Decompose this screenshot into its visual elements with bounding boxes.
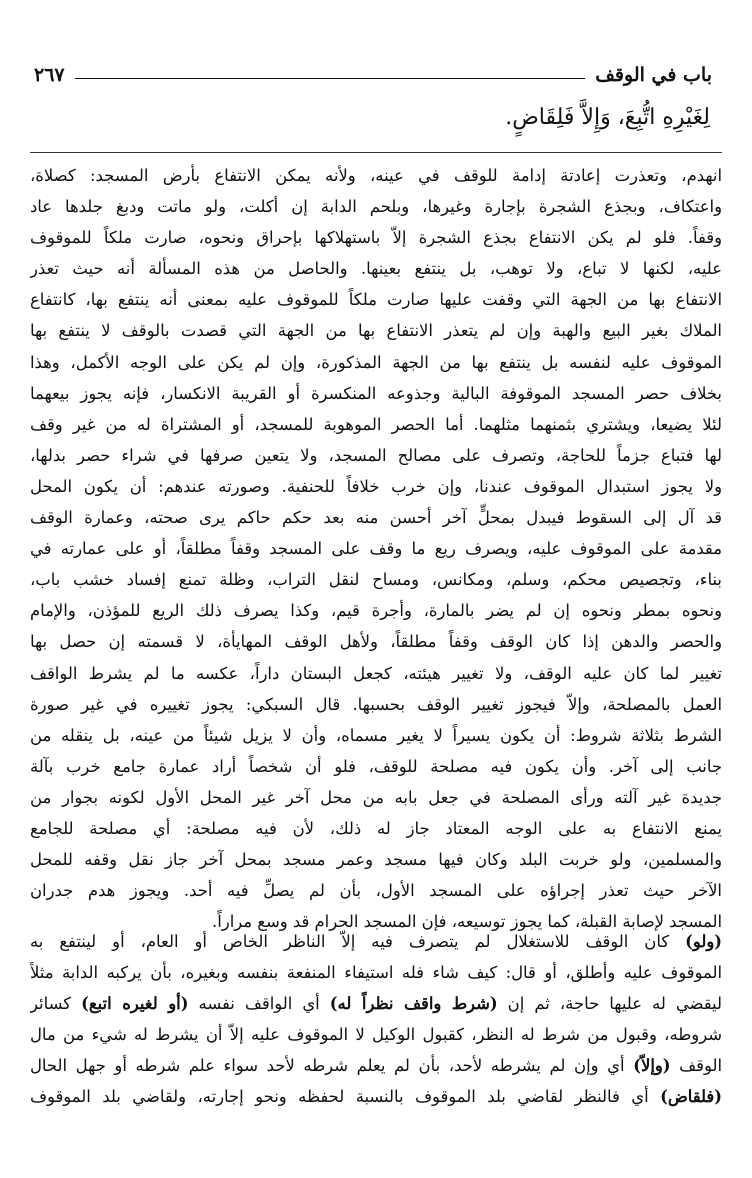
text-line: لها فتباع جزماً للحاجة، وتصرف على مصالح المسجد، ولا يتعين صرفها في شراء حصر بدلها، (30, 445, 722, 465)
text-run: أي الواقف نفسه (188, 994, 330, 1014)
text-line: عليه، لكنها لا تباع، ولا توهب، بل ينتفع بعينها. والحاصل من هذه المسألة أنه حيث تعذر (30, 259, 722, 279)
text-run: الموقوف عليه وأطلق، أو قال: كيف شاء فله استيفاء المنفعة بنفسه وبغيره، بأن يركبه الدابة مثلاً (30, 963, 722, 983)
text-line: بخلاف حصر المسجد الموقوفة البالية وجذوعه المنكسرة أو القريبة الانكسار، فإنه يجوز بيعهما (30, 383, 722, 403)
matn-divider (30, 152, 722, 153)
text-line (30, 1081, 722, 1112)
text-line: الآخر حيث تعذر إجراؤه على المسجد الأول، بأن لم يصلِّ فيه أحد. ويجوز هدم جدران (30, 881, 722, 901)
text-line: جديدة غير آلته ورأى المصلحة في جعل بابه من محل آخر غير المحل الأول لكونه بجوار من (30, 787, 722, 807)
text-run: ليقضي له عليها حاجة، ثم إن (497, 994, 722, 1014)
sharh-paragraph-1 (30, 160, 722, 937)
text-line (30, 926, 722, 957)
text-run: أي فالنظر لقاضي بلد الموقوف بالنسبة لحفظه ونحو إجارته، ولقاضي بلد الموقوف (30, 1087, 661, 1107)
text-line: العمل بالمصلحة، وإلاّ فيجوز تغيير الوقف بحسبها. قال السبكي: يجوز تغييره في غير صورة (30, 694, 722, 714)
text-line (30, 1019, 722, 1050)
text-run: شروطه، وقبول من شرط له النظر، كقبول الوكيل لا الموقوف عليه إلاّ أن يشرط له شيء من مال (30, 1025, 722, 1045)
text-line: الملاك بغير البيع والهبة وإن لم يتعذر الانتفاع بها من الجهة التي قصدت بالوقف لا ينتفع بها (30, 321, 722, 341)
text-run: الوقف (670, 1056, 722, 1076)
text-line: الشرط بثلاثة شروط: أن يكون يسيراً لا يغير مسماه، وأن لا يزيل شيئاً من عينه، بل ينقله من (30, 725, 722, 745)
text-line: واعتكاف، وبجذع الشجرة بإجارة وغيرها، وبلحم الدابة إن أكلت، ولو ماتت ودبغ جلدها عاد (30, 197, 722, 217)
bold-term: (فلقاض) (660, 1087, 722, 1107)
header-rule (75, 78, 586, 79)
text-line (30, 957, 722, 988)
page-header (34, 56, 712, 86)
text-line: ولا يجوز استبدال الموقوف عندنا، وإن خرب خلافاً للحنفية. وصورته عندهم: أن يكون المحل (30, 476, 722, 496)
text-line: المسجد لإصابة القبلة، كما يجوز توسيعه، فإن المسجد الحرام قد وسع مراراً. (212, 912, 722, 932)
running-title: باب في الوقف (595, 64, 712, 86)
text-line (30, 988, 722, 1019)
text-line: الموقوف عليه لنفسه بل ينتفع بها من الجهة المذكورة، وإن لم يكن على الوجه الأكمل، وهذا (30, 352, 722, 372)
text-line: لئلا يضيعا، ويشتري بثمنهما مثلهما. أما الحصر الموهوبة للمسجد، أو المشتراة له من غير وقف (30, 414, 722, 434)
text-line: ونحوه بمطر ونحوه إن لم يضر بالمارة، وأجرة قيم، وكذا يصرف ذلك الريع للمؤذن، والإمام (30, 601, 722, 621)
text-run: كسائر (30, 994, 82, 1014)
text-line: انهدم، وتعذرت إعادتة إدامة للوقف في عينه، ولأنه يمكن الانتفاع بأرض المسجد: كصلاة، (30, 166, 722, 185)
bold-term: (أو لغيره اتبع) (81, 994, 189, 1014)
text-line (30, 1050, 722, 1081)
bold-term: (ولو) (685, 932, 722, 951)
matn-text: لِغَيْرِهِ اتُّبِعَ، وَإِلاَّ فَلِقَاضٍ. (505, 105, 710, 130)
text-line: جانب إلى آخر. وأن يكون فيه مصلحة للوقف، فلو أن شخصاً أراد عمارة جامع خرب بآلة (30, 756, 722, 776)
text-line: مقدمة على الموقوف عليه، ويصرف ريع ما وقف على المسجد وقفاً مطلقاً، أو على عمارته في (30, 539, 722, 559)
page-number: ٢٦٧ (34, 64, 65, 86)
text-run: كان الوقف للاستغلال لم يتصرف فيه إلاّ الناظر الخاص أو العام، أو لينتفع به (30, 932, 686, 951)
text-line: قد آل إلى السقوط فيبدل بمحلٍّ آخر أحسن منه بعد حكم حاكم يرى صحته، وعمارة الوقف (30, 508, 722, 528)
sharh-paragraph-2 (30, 926, 722, 1113)
text-line: وقفاً. فلو لم يكن الانتفاع بجذع الشجرة إلاّ باستهلاكها بإحراق ونحوه، صارت ملكاً للموقوف (30, 228, 722, 248)
text-line: تغيير لما كان عليه الوقف، ولا تغيير هيئته، كجعل البستان داراً، عكسه ما لم يشرط الواقف (30, 663, 722, 683)
text-line: والحصر والدهن إذا كان الوقف وقفاً مطلقاً، ولأهل الوقف المهايأة، لا قسمته إن حصل بها (30, 632, 722, 652)
bold-term: (وإلاّ) (633, 1056, 671, 1076)
text-line: والمسلمين، ولو خربت البلد وكان فيها مسجد وعمر مسجد بمحل آخر جاز نقل وقفه للمحل (30, 850, 722, 870)
text-line: يمنع الانتفاع به على الوجه المعتاد جاز له ذلك، لأن فيه مصلحة: أي مصلحة للجامع (30, 818, 722, 838)
text-run: أي وإن لم يشرطه لأحد، بأن لم يعلم شرطه لأحد سواء علم شرطه أو جهل الحال (30, 1056, 634, 1076)
bold-term: (شرط واقف نظراً له) (329, 994, 498, 1014)
text-line: الانتفاع بها من الجهة التي وقفت عليها صارت ملكاً للموقوف عليه بمعنى أنه ينتفع بها، كانتفاع (30, 290, 722, 310)
text-line: بناء، وتجصيص محكم، وسلم، ومكانس، ومساح لنقل التراب، وظلة تمنع إفساد خشب باب، (30, 570, 722, 590)
